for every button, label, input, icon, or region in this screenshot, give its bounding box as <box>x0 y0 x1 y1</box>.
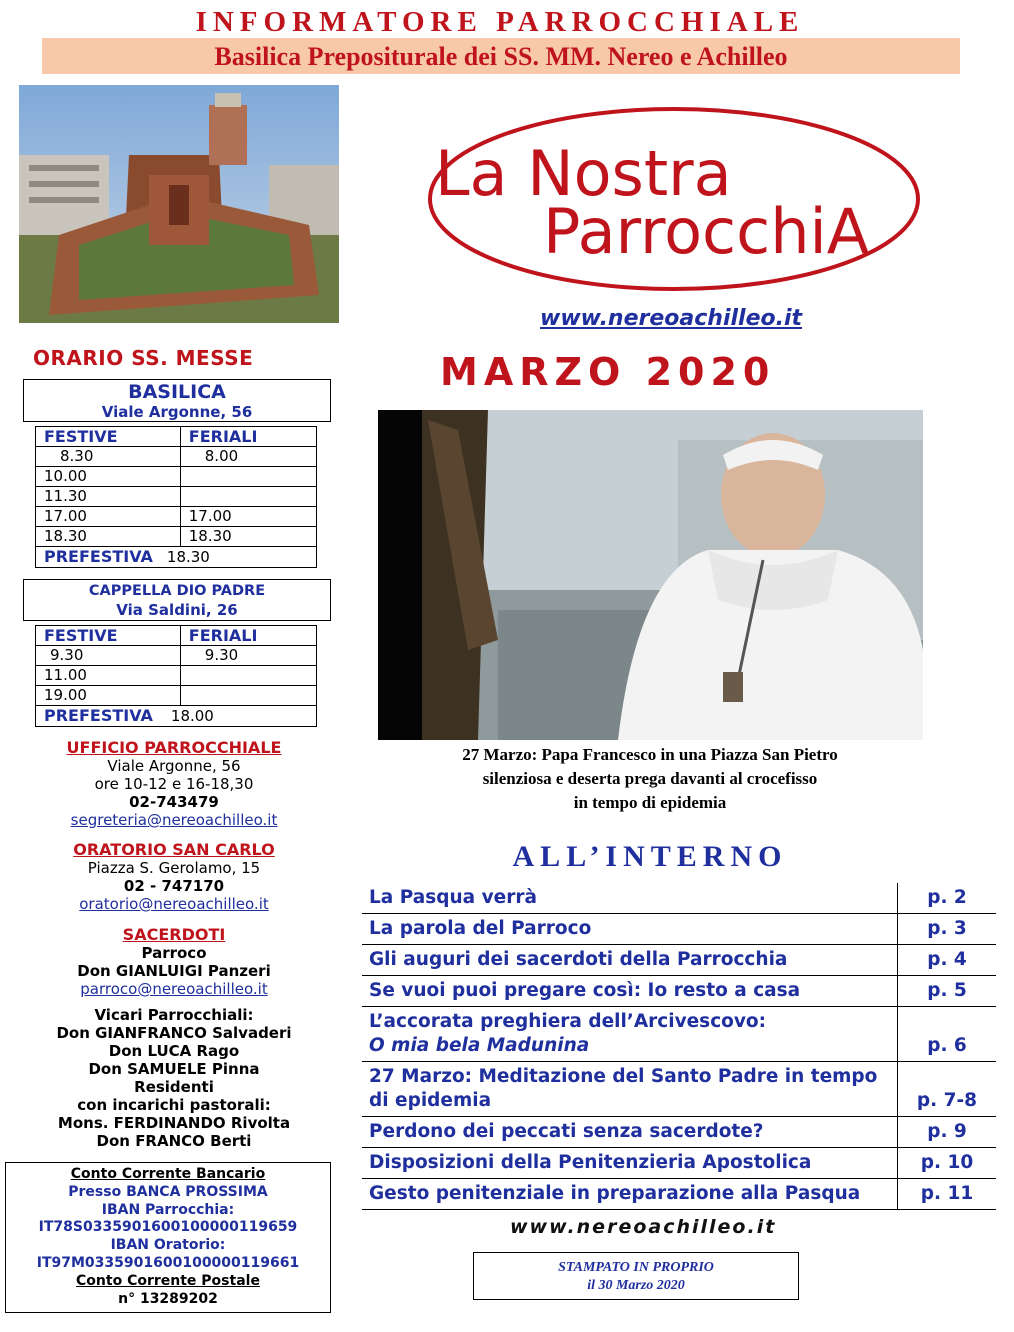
office-phone: 02-743479 <box>129 793 219 811</box>
toc-item-title: Se vuoi puoi pregare così: Io resto a casa <box>369 980 801 1001</box>
toc-item-page: p. 5 <box>927 980 967 1001</box>
vicario-name: Don SAMUELE Pinna <box>88 1060 260 1078</box>
office-title: UFFICIO PARROCCHIALE <box>66 738 282 757</box>
basilica-mass-table <box>35 426 317 568</box>
toc-item-title: Disposizioni della Penitenzieria Apostolica <box>369 1152 812 1173</box>
bank-title: Conto Corrente Bancario <box>70 1166 266 1182</box>
iban-oratorio: IT97M0335901600100000119661 <box>36 1254 300 1271</box>
priests <box>18 926 330 1150</box>
vicario-name: Don LUCA Rago <box>108 1042 240 1060</box>
parish-office <box>18 739 330 829</box>
feriali-time: 9.30 <box>180 646 316 666</box>
parroco-email-link[interactable]: parroco@nereoachilleo.it <box>80 980 268 998</box>
prefestiva-time: 18.00 <box>170 707 214 725</box>
oratory <box>18 841 330 913</box>
oratory-phone: 02 - 747170 <box>123 877 225 895</box>
toc-item-title: Perdono dei peccati senza sacerdote? <box>369 1121 764 1142</box>
contents-title: ALL’INTERNO <box>512 840 788 873</box>
prefestiva-time: 18.30 <box>166 548 210 566</box>
toc-item-page: p. 3 <box>927 918 967 939</box>
church-photo <box>19 85 339 323</box>
festive-time: 18.30 <box>36 527 181 547</box>
feriali-time: 17.00 <box>180 507 316 527</box>
toc-row[interactable] <box>362 1148 996 1179</box>
toc-item-title-cont: di epidemia <box>369 1090 492 1111</box>
prefestiva-row <box>36 547 317 568</box>
postal-label: Conto Corrente Postale <box>76 1272 260 1289</box>
office-email-link[interactable]: segreteria@nereoachilleo.it <box>70 811 278 829</box>
oratory-email-link[interactable]: oratorio@nereoachilleo.it <box>79 895 269 913</box>
caption-line2: silenziosa e deserta prega davanti al crocefisso <box>482 769 818 788</box>
prefestiva-label: PREFESTIVA <box>44 706 153 725</box>
priests-title: SACERDOTI <box>122 925 226 944</box>
office-address: Viale Argonne, 56 <box>107 757 241 775</box>
newsletter-title: INFORMATORE PARROCCHIALE <box>195 6 805 38</box>
vicario-name: Don GIANFRANCO Salvaderi <box>56 1024 292 1042</box>
festive-time: 11.00 <box>36 666 181 686</box>
oratory-title: ORATORIO SAN CARLO <box>73 840 275 859</box>
festive-time: 17.00 <box>36 507 181 527</box>
toc-item-title: L’accorata preghiera dell’Arcivescovo: <box>369 1011 767 1032</box>
incarichi-label: con incarichi pastorali: <box>77 1096 271 1114</box>
toc-item-page: p. 9 <box>927 1121 967 1142</box>
basilica-address: Viale Argonne, 56 <box>101 403 253 421</box>
toc-row[interactable] <box>362 1117 996 1148</box>
bank-info <box>5 1162 331 1313</box>
toc-item-page: p. 7-8 <box>916 1090 978 1111</box>
logo-line2: ParrocchiA <box>543 195 870 268</box>
printed-line1: STAMPATO IN PROPRIO <box>558 1260 714 1275</box>
office-hours: ore 10-12 e 16-18,30 <box>94 775 254 793</box>
col-festive: FESTIVE <box>36 626 181 646</box>
cappella-header <box>23 579 331 621</box>
printed-notice <box>473 1252 799 1300</box>
toc-item-page: p. 11 <box>920 1183 974 1204</box>
toc-row[interactable] <box>362 914 996 945</box>
toc-row[interactable] <box>362 883 996 914</box>
toc-row[interactable] <box>362 1179 996 1210</box>
residente-name: Don FRANCO Berti <box>96 1132 252 1150</box>
mass-schedule-title: ORARIO SS. MESSE <box>33 346 254 370</box>
iban-parrocchia: IT78S0335901600100000119659 <box>38 1219 298 1236</box>
parroco-role: Parroco <box>141 944 207 962</box>
residente-name: Mons. FERDINANDO Rivolta <box>57 1114 291 1132</box>
toc-item-title: Gesto penitenziale in preparazione alla Pasqua <box>369 1183 861 1204</box>
toc-item-page: p. 2 <box>927 887 967 908</box>
parroco-name: Don GIANLUIGI Panzeri <box>77 962 271 980</box>
bank-name: Presso BANCA PROSSIMA <box>68 1183 268 1200</box>
festive-time: 8.30 <box>36 447 181 467</box>
printed-line2: il 30 Marzo 2020 <box>587 1278 685 1293</box>
issue-date: MARZO 2020 <box>440 350 776 394</box>
prefestiva-row <box>36 706 317 727</box>
basilica-header <box>23 379 331 422</box>
col-festive: FESTIVE <box>36 427 181 447</box>
caption-line1: 27 Marzo: Papa Francesco in una Piazza San Pietro <box>462 745 838 764</box>
iban-parrocchia-label: IBAN Parrocchia: <box>101 1201 235 1218</box>
feriali-time: 8.00 <box>180 447 316 467</box>
toc-row[interactable] <box>362 1062 996 1117</box>
col-feriali: FERIALI <box>180 427 316 447</box>
logo-line1: La Nostra <box>435 137 732 210</box>
festive-time: 10.00 <box>36 467 181 487</box>
toc-item-title: 27 Marzo: Meditazione del Santo Padre in tempo <box>369 1066 878 1087</box>
feriali-time: 18.30 <box>180 527 316 547</box>
toc-row[interactable] <box>362 945 996 976</box>
toc-item-page: p. 4 <box>927 949 967 970</box>
feriali-time <box>180 467 316 487</box>
toc-item-subtitle: O mia bela Madunina <box>369 1035 590 1056</box>
parish-subtitle: Basilica Prepositurale dei SS. MM. Nereo e Achilleo <box>42 38 960 74</box>
feriali-time <box>180 487 316 507</box>
oratory-address: Piazza S. Gerolamo, 15 <box>87 859 261 877</box>
festive-time: 9.30 <box>36 646 181 666</box>
photo-caption <box>380 743 920 815</box>
festive-time: 19.00 <box>36 686 181 706</box>
website-link[interactable]: www.nereoachilleo.it <box>540 306 803 331</box>
postal-number: n° 13289202 <box>118 1290 218 1307</box>
prefestiva-label: PREFESTIVA <box>44 547 153 566</box>
vicari-label: Vicari Parrocchiali: <box>94 1006 254 1024</box>
cappella-address: Via Saldini, 26 <box>116 601 238 619</box>
toc-row[interactable] <box>362 1007 996 1062</box>
col-feriali: FERIALI <box>180 626 316 646</box>
toc-item-page: p. 10 <box>920 1152 974 1173</box>
basilica-name: BASILICA <box>128 381 226 403</box>
toc-item-page: p. 6 <box>927 1035 967 1056</box>
toc-row[interactable] <box>362 976 996 1007</box>
toc-item-title: La Pasqua verrà <box>369 887 537 908</box>
la-nostra-parrocchia-logo <box>425 103 923 295</box>
pope-photo <box>378 410 923 740</box>
festive-time: 11.30 <box>36 487 181 507</box>
feriali-time <box>180 666 316 686</box>
cappella-mass-table <box>35 625 317 727</box>
toc-item-title: Gli auguri dei sacerdoti della Parrocchia <box>369 949 788 970</box>
iban-oratorio-label: IBAN Oratorio: <box>110 1237 226 1254</box>
table-of-contents <box>362 883 996 1210</box>
feriali-time <box>180 686 316 706</box>
caption-line3: in tempo di epidemia <box>573 793 727 812</box>
cappella-name: CAPPELLA DIO PADRE <box>88 583 266 599</box>
toc-item-title: La parola del Parroco <box>369 918 592 939</box>
website-link-bottom[interactable]: www.nereoachilleo.it <box>510 1216 777 1238</box>
residenti-label: Residenti <box>134 1078 214 1096</box>
